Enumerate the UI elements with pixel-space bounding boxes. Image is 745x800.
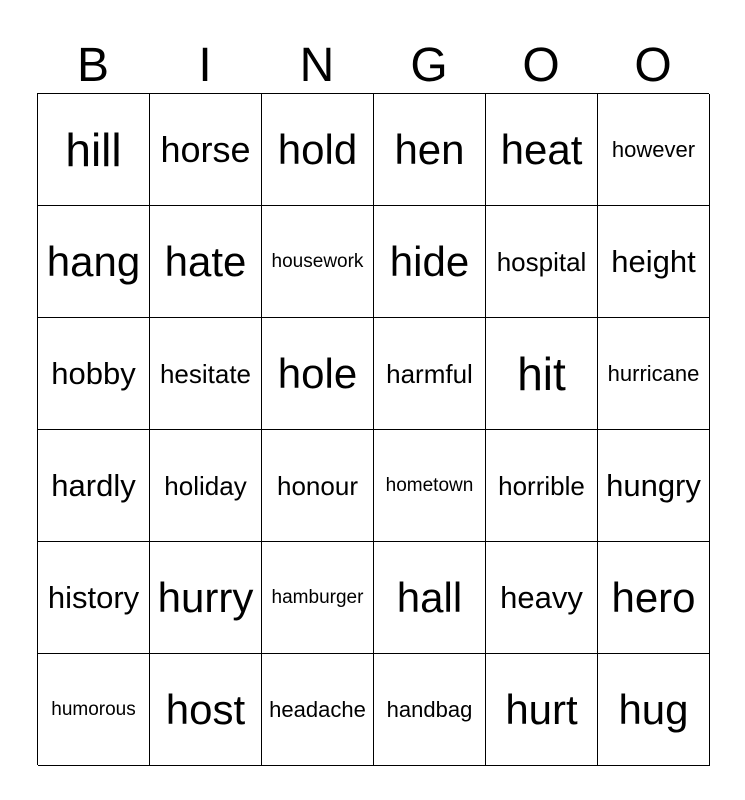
- bingo-cell[interactable]: hug: [598, 654, 710, 766]
- bingo-cell[interactable]: heavy: [486, 542, 598, 654]
- bingo-cell[interactable]: however: [598, 94, 710, 206]
- bingo-board: [37, 93, 709, 765]
- bingo-cell[interactable]: hurry: [150, 542, 262, 654]
- header-letter-g: G: [410, 39, 448, 92]
- bingo-cell[interactable]: hurricane: [598, 318, 710, 430]
- bingo-cell[interactable]: honour: [262, 430, 374, 542]
- bingo-cell[interactable]: hamburger: [262, 542, 374, 654]
- bingo-cell[interactable]: handbag: [374, 654, 486, 766]
- bingo-cell[interactable]: hit: [486, 318, 598, 430]
- bingo-cell[interactable]: hero: [598, 542, 710, 654]
- bingo-cell[interactable]: host: [150, 654, 262, 766]
- bingo-header: [37, 38, 709, 94]
- bingo-cell[interactable]: horse: [150, 94, 262, 206]
- bingo-cell[interactable]: hungry: [598, 430, 710, 542]
- bingo-cell[interactable]: hate: [150, 206, 262, 318]
- bingo-cell[interactable]: horrible: [486, 430, 598, 542]
- bingo-cell[interactable]: hen: [374, 94, 486, 206]
- bingo-cell[interactable]: harmful: [374, 318, 486, 430]
- bingo-cell[interactable]: hall: [374, 542, 486, 654]
- bingo-cell[interactable]: humorous: [38, 654, 150, 766]
- bingo-cell[interactable]: hospital: [486, 206, 598, 318]
- header-letter-n: N: [299, 39, 335, 92]
- bingo-cell[interactable]: hold: [262, 94, 374, 206]
- bingo-cell[interactable]: hill: [38, 94, 150, 206]
- bingo-cell[interactable]: hurt: [486, 654, 598, 766]
- header-letter-o2: O: [634, 39, 672, 92]
- bingo-cell[interactable]: hometown: [374, 430, 486, 542]
- bingo-cell[interactable]: hole: [262, 318, 374, 430]
- bingo-cell[interactable]: holiday: [150, 430, 262, 542]
- header-letter-i: I: [198, 39, 212, 92]
- bingo-cell[interactable]: hardly: [38, 430, 150, 542]
- header-letter-o: O: [522, 39, 560, 92]
- bingo-cell[interactable]: history: [38, 542, 150, 654]
- header-letter-b: B: [76, 39, 109, 92]
- bingo-cell[interactable]: heat: [486, 94, 598, 206]
- bingo-cell[interactable]: hobby: [38, 318, 150, 430]
- bingo-cell[interactable]: height: [598, 206, 710, 318]
- bingo-cell[interactable]: hide: [374, 206, 486, 318]
- bingo-cell[interactable]: hesitate: [150, 318, 262, 430]
- bingo-cell[interactable]: headache: [262, 654, 374, 766]
- bingo-cell[interactable]: hang: [38, 206, 150, 318]
- bingo-cell[interactable]: housework: [262, 206, 374, 318]
